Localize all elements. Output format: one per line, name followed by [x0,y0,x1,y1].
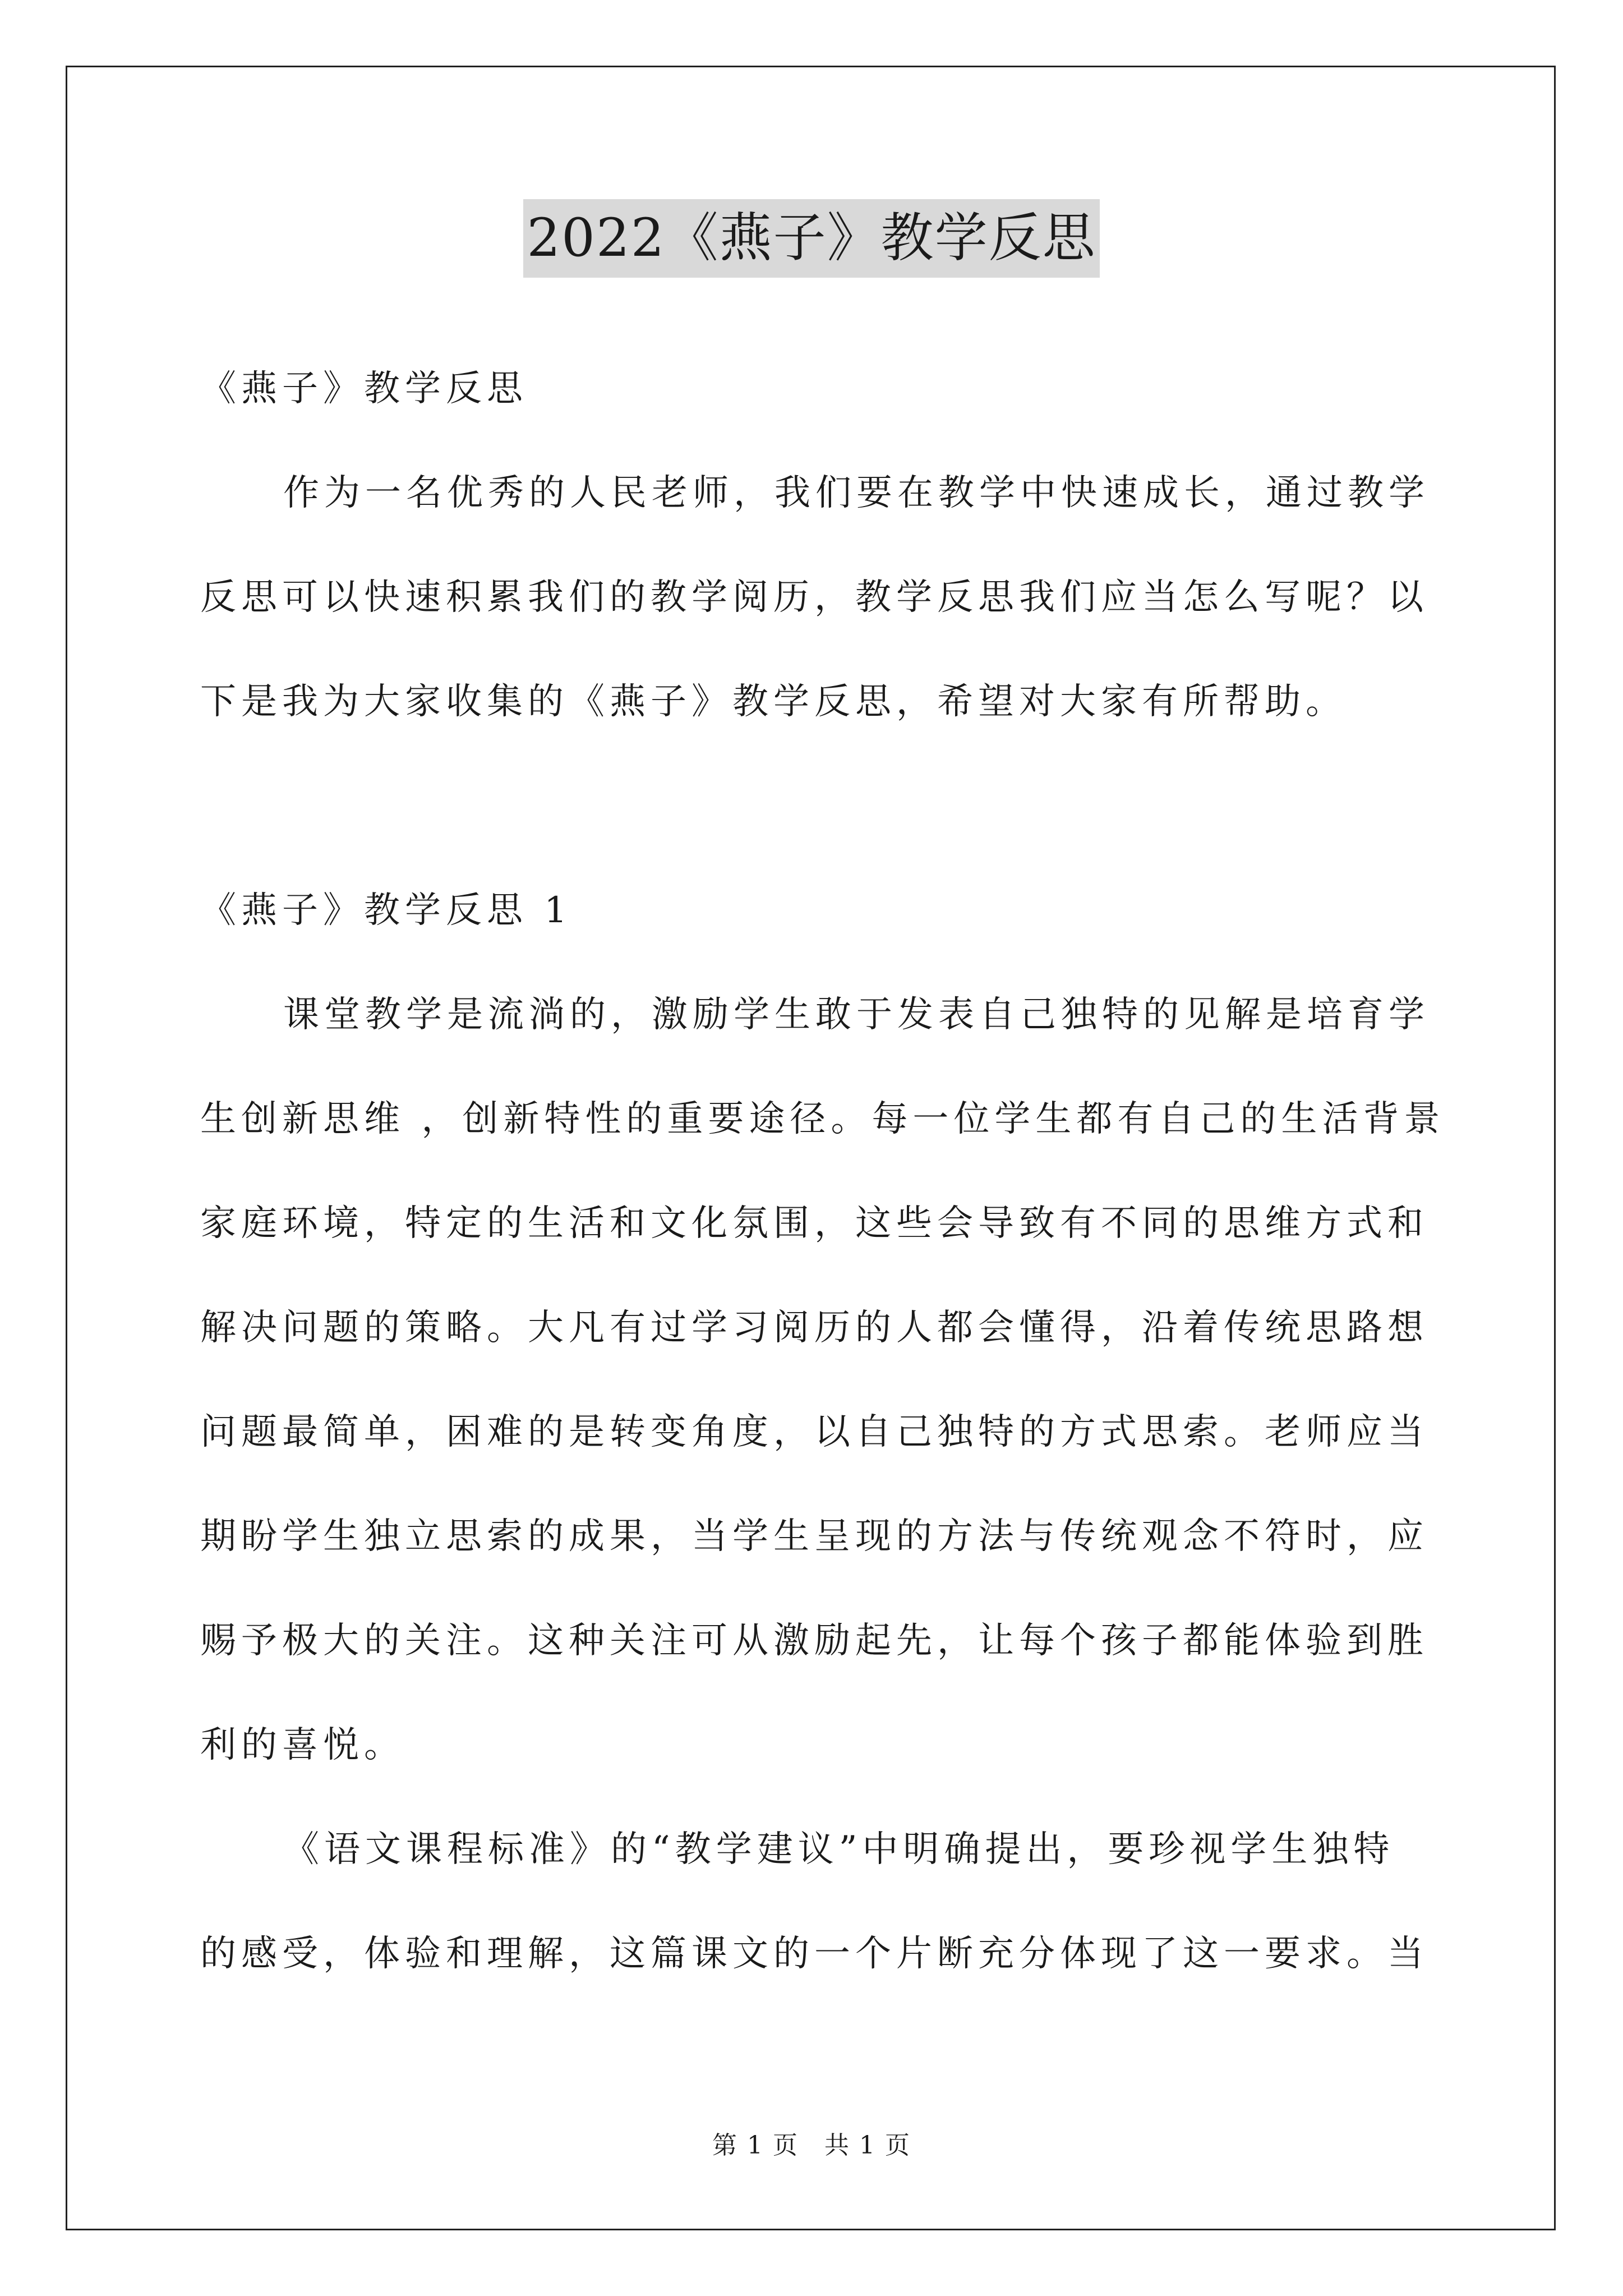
paragraph-line: 生创新思维 ，创新特性的重要途径。每一位学生都有自己的生活背景 [200,1098,1445,1140]
paragraph-line: 家庭环境，特定的生活和文化氛围，这些会导致有不同的思维方式和 [200,1203,1428,1244]
paragraph-line: 问题最简单，困难的是转变角度，以自己独特的方式思索。老师应当 [200,1411,1428,1453]
paragraph-line: 赐予极大的关注。这种关注可从激励起先，让每个孩子都能体验到胜 [200,1620,1428,1662]
intro-line: 反思可以快速积累我们的教学阅历，教学反思我们应当怎么写呢？以 [200,577,1428,618]
paragraph-line: 的感受，体验和理解，这篇课文的一个片断充分体现了这一要求。当 [200,1933,1428,1975]
paragraph-line: 期盼学生独立思索的成果，当学生呈现的方法与传统观念不符时，应 [200,1516,1428,1557]
paragraph-line: 解决问题的策略。大凡有过学习阅历的人都会懂得，沿着传统思路想 [200,1307,1428,1349]
paragraph-line: 课堂教学是流淌的，激励学生敢于发表自己独特的见解是培育学 [283,994,1430,1036]
intro-heading: 《燕子》教学反思 [200,368,528,409]
document-body [200,337,1445,2006]
paragraph-gap [200,754,1423,858]
paragraph-line: 利的喜悦。 [200,1724,405,1766]
document-title: 2022《燕子》教学反思 [523,199,1099,278]
section-heading: 《燕子》教学反思 1 [200,890,573,931]
intro-line: 下是我为大家收集的《燕子》教学反思，希望对大家有所帮助。 [200,681,1347,723]
intro-line: 作为一名优秀的人民老师，我们要在教学中快速成长，通过教学 [283,472,1430,514]
title-wrapper [0,199,1623,278]
paragraph-line: 《语文课程标准》的“教学建议”中明确提出，要珍视学生独特 [283,1829,1395,1870]
page-footer: 第 1 页 共 1 页 [712,2131,911,2160]
